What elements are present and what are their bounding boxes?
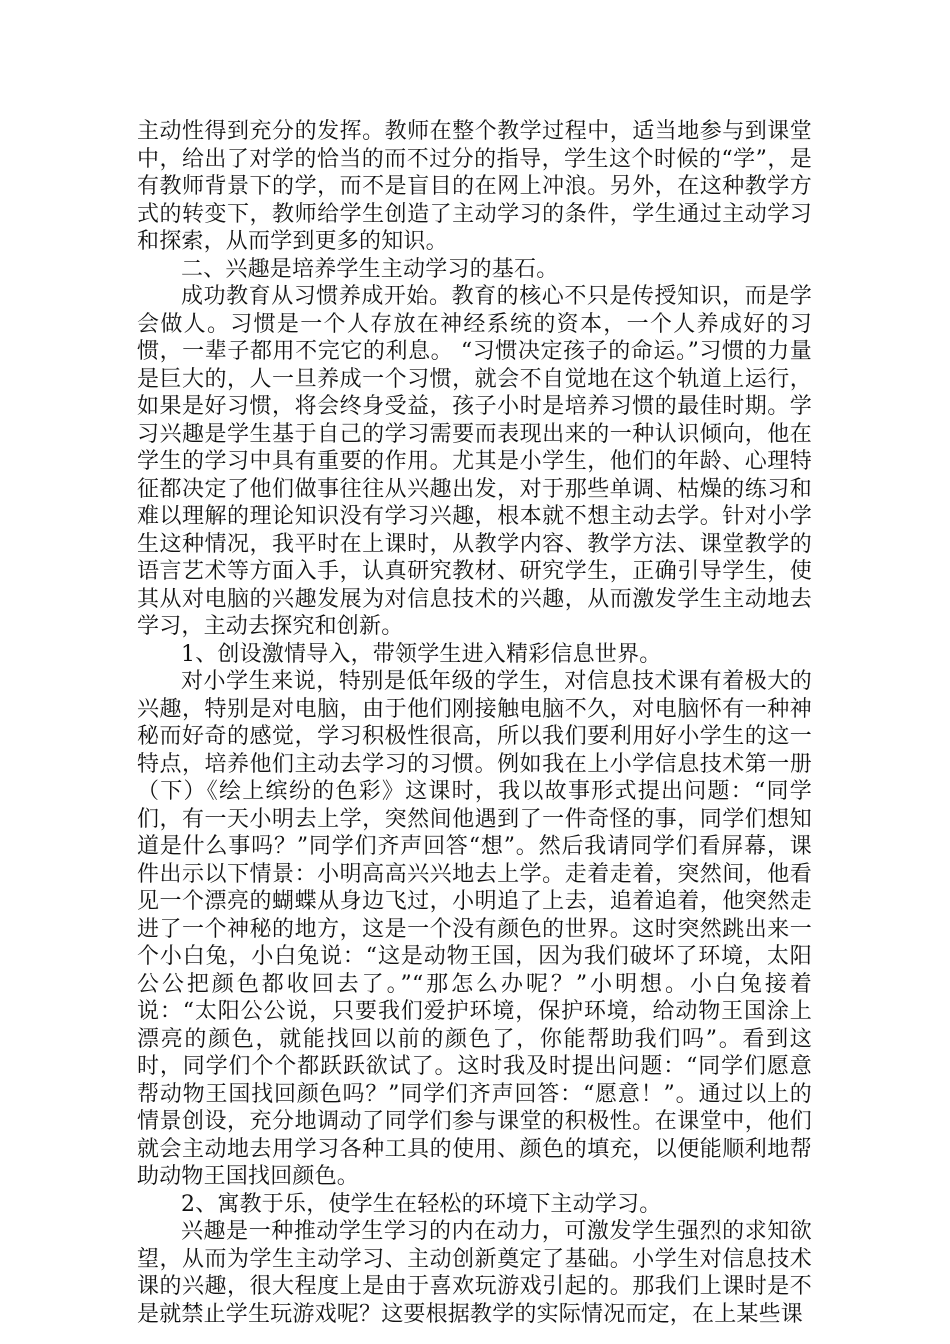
document-body <box>137 118 812 1328</box>
subheading-2: 2、寓教于乐，使学生在轻松的环境下主动学习。 <box>181 1191 662 1217</box>
section-heading-interest: 二、兴趣是培养学生主动学习的基石。 <box>181 256 559 282</box>
paragraph-games: 兴趣是一种推动学生学习的内在动力，可激发学生强烈的求知欲望，从而为学生主动学习、主动创新奠定了基础。小学生对信息技术课的兴趣，很大程度上是由于喜欢玩游戏引起的。那我们上课时是不是就禁止学生玩游戏呢？这要根据教学的实际情况而定，在上某些课 <box>137 1219 812 1327</box>
paragraph-story-example: 对小学生来说，特别是低年级的学生，对信息技术课有着极大的兴趣，特别是对电脑，由于他们刚接触电脑不久，对电脑怀有一种神秘而好奇的感觉，学习积极性很高，所以我们要利用好小学生的这一特点，培养他们主动去学习的习惯。例如我在上小学信息技术第一册（下）《绘上缤纷的色彩》这课时，我以故事形式提出问题：“同学们，有一天小明去上学，突然间他遇到了一件奇怪的事，同学们想知道是什么事吗？”同学们齐声回答“想”。然后我请同学们看屏幕，课件出示以下情景：小明高高兴兴地去上学。走着走着，突然间，他看见一个漂亮的蝴蝶从身边飞过，小明追了上去，追着追着，他突然走进了一个神秘的地方，这是一个没有颜色的世界。这时突然跳出来一个小白兔，小白兔说：“这是动物王国，因为我们破坏了环境，太阳公公把颜色都收回去了。”“那怎么办呢？”小明想。小白兔接着说：“太阳公公说，只要我们爱护环境，保护环境，给动物王国涂上漂亮的颜色，就能找回以前的颜色了，你能帮助我们吗”。看到这时，同学们个个都跃跃欲试了。这时我及时提出问题：“同学们愿意帮动物王国找回颜色吗？”同学们齐声回答：“愿意！”。通过以上的情景创设，充分地调动了同学们参与课堂的积极性。在课堂中，他们就会主动地去用学习各种工具的使用、颜色的填充，以便能顺利地帮助动物王国找回颜色。 <box>137 669 812 1189</box>
paragraph-habits: 成功教育从习惯养成开始。教育的核心不只是传授知识，而是学会做人。习惯是一个人存放在神经系统的资本，一个人养成好的习惯，一辈子都用不完它的利息。 “习惯决定孩子的命运。”习惯的力量是巨大的，人一旦养成一个习惯，就会不自觉地在这个轨道上运行，如果是好习惯，将会终身受益，孩子小时是培养习惯的最佳时期。学习兴趣是学生基于自己的学习需要而表现出来的一种认识倾向，他在学生的学习中具有重要的作用。尤其是小学生，他们的年龄、心理特征都决定了他们做事往往从兴趣出发，对于那些单调、枯燥的练习和难以理解的理论知识没有学习兴趣，根本就不想主动去学。针对小学生这种情况，我平时在上课时，从教学内容、教学方法、课堂教学的语言艺术等方面入手，认真研究教材、研究学生，正确引导学生，使其从对电脑的兴趣发展为对信息技术的兴趣，从而激发学生主动地去学习，主动去探究和创新。 <box>137 284 812 639</box>
subheading-1: 1、创设激情导入，带领学生进入精彩信息世界。 <box>181 641 662 667</box>
paragraph-continuation: 主动性得到充分的发挥。教师在整个教学过程中，适当地参与到课堂中，给出了对学的恰当的而不过分的指导，学生这个时候的“学”，是有教师背景下的学，而不是盲目的在网上冲浪。另外，在这种教学方式的转变下，教师给学生创造了主动学习的条件，学生通过主动学习和探索，从而学到更多的知识。 <box>137 119 812 254</box>
